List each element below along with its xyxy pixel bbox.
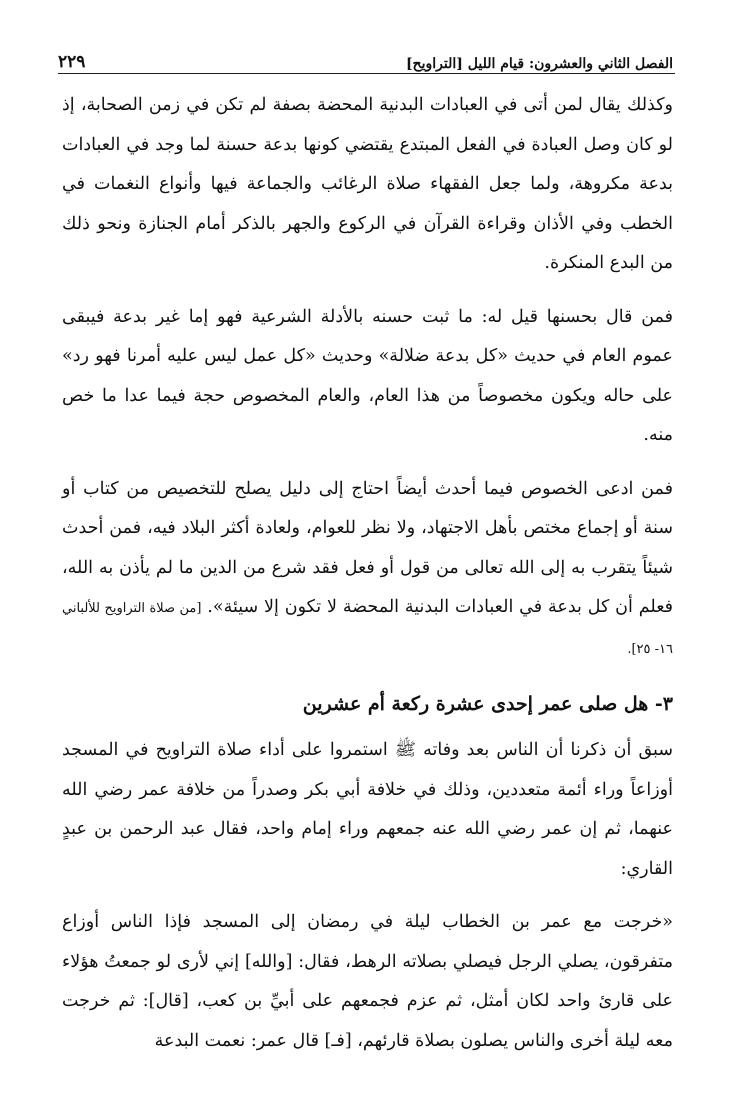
paragraph-text: «خرجت مع عمر بن الخطاب ليلة في رمضان إلى المسجد فإذا الناس أوزاع متفرقون، يصلي الرجل فيصلي بصلاته الرهط، فقال: [والله] إني لأرى لو جمعتُ هؤلاء على قارئ واحد لكان أمثل، ثم عزم فجمعهم على أبيِّ بن كعب، [قال]: ثم خرجت معه ليلة أخرى والناس يصلون بصلاة قارئهم، [فـ] قال عمر: نعمت البدعة: [62, 912, 673, 1051]
page-number: ٢٢٩: [58, 52, 86, 72]
paragraph-text: وكذلك يقال لمن أتى في العبادات البدنية المحضة بصفة لم تكن في زمن الصحابة، إذ لو كان وصل العبادة في الفعل المبتدع يقتضي كونها بدعة حسنة لما وجد في العبادات بدعة مكروهة، ولما جعل الفقهاء صلاة الرغائب والجماعة فيها وأنواع النغمات في الخطب وفي الأذان وقراءة القرآن في الركوع والجهر بالذكر أمام الجنازة ونحو ذلك من البدع المنكرة.: [62, 95, 673, 273]
paragraph: [62, 298, 673, 456]
page-body: [62, 86, 673, 1061]
running-title: الفصل الثاني والعشرون: قيام الليل [التراويح]: [405, 56, 673, 72]
page-header: [58, 42, 673, 72]
paragraph: [62, 86, 673, 284]
section-heading: ٣- هل صلى عمر إحدى عشرة ركعة أم عشرين: [302, 693, 673, 715]
paragraph: [62, 903, 673, 1061]
paragraph: [62, 731, 673, 889]
paragraph: [62, 470, 673, 670]
header-rule: [58, 73, 675, 74]
paragraph-text: فمن ادعى الخصوص فيما أحدث أيضاً احتاج إلى دليل يصلح للتخصيص من كتاب أو سنة أو إجماع مختص بأهل الاجتهاد، ولا نظر للعوام، ولعادة أكثر البلاد فيه، فمن أحدث شيئاً يتقرب به إلى الله تعالى من قول أو فعل فقد شرع من الدين ما لم يأذن به الله، فعلم أن كل بدعة في العبادات البدنية المحضة لا تكون إلا سيئة».: [62, 478, 673, 617]
paragraph-text: سبق أن ذكرنا أن الناس بعد وفاته ﷺ استمروا على أداء صلاة التراويح في المسجد أوزاعاً وراء أئمة متعددين، وذلك في خلافة أبي بكر وصدراً من خلافة عمر رضي الله عنهما، ثم إن عمر رضي الله عنه جمعهم وراء إمام واحد، فقال عبد الرحمن بن عبدٍ القاري:: [62, 740, 673, 879]
source-reference: [من صلاة التراويح للألباني ١٦- ٢٥].: [62, 601, 673, 657]
paragraph-text: فمن قال بحسنها قيل له: ما ثبت حسنه بالأدلة الشرعية فهو إما غير بدعة فيبقى عموم العام في حديث «كل بدعة ضلالة» وحديث «كل عمل ليس عليه أمرنا فهو رد» على حاله ويكون مخصوصاً من هذا العام، والعام المخصوص حجة فيما عدا ما خص منه.: [62, 306, 673, 445]
